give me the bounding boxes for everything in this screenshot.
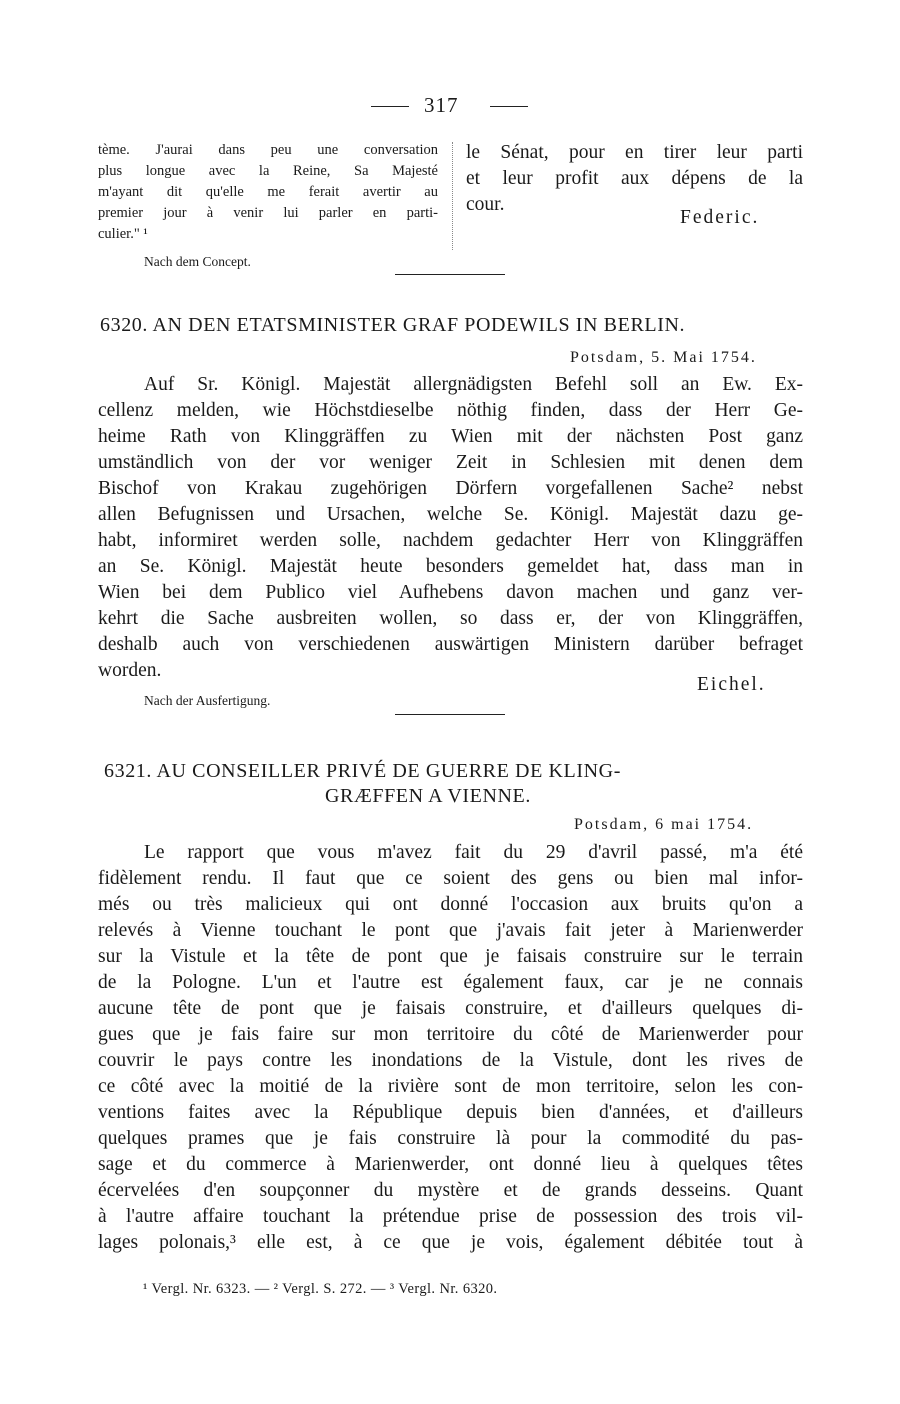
signature: Federic.	[680, 207, 760, 228]
section-divider	[395, 274, 505, 275]
right-column-line: et leur profit aux dépens de la	[466, 168, 803, 189]
left-column-line: m'ayant dit qu'elle me ferait avertir au	[98, 184, 438, 200]
body-line: heime Rath von Klinggräffen zu Wien mit der nächsten Post ganz	[98, 426, 803, 447]
column-divider	[452, 142, 453, 250]
body-line: deshalb auch von verschiedenen auswärtigen Ministern darüber befraget	[98, 634, 803, 655]
signature: Eichel.	[697, 674, 766, 695]
left-column-line: plus longue avec la Reine, Sa Majesté	[98, 163, 438, 179]
body-line: Bischof von Krakau zugehörigen Dörfern vorgefallenen Sache² nebst	[98, 478, 803, 499]
body-line: an Se. Königl. Majestät heute besonders gemeldet hat, dass man in	[98, 556, 803, 577]
body-line: à l'autre affaire touchant la prétendue prise de possession des trois vil-	[98, 1206, 803, 1227]
letter-heading: 6320. AN DEN ETATSMINISTER GRAF PODEWILS IN BERLIN.	[100, 314, 686, 336]
body-line: relevés à Vienne touchant le pont que j'avais fait jeter à Marienwerder	[98, 920, 803, 941]
source-note: Nach dem Concept.	[144, 254, 251, 269]
header-rule-left	[371, 106, 409, 107]
right-column-line: cour.	[466, 194, 505, 215]
section-divider	[395, 714, 505, 715]
left-column-line: tème. J'aurai dans peu une conversation	[98, 142, 438, 158]
body-line: Le rapport que vous m'avez fait du 29 d'avril passé, m'a été	[144, 842, 803, 863]
left-column-line: premier jour à venir lui parler en parti-	[98, 205, 438, 221]
body-line: Wien bei dem Publico viel Aufhebens davon machen und ganz ver-	[98, 582, 803, 603]
body-line: de la Pologne. L'un et l'autre est également faux, car je ne connais	[98, 972, 803, 993]
footnotes: ¹ Vergl. Nr. 6323. — ² Vergl. S. 272. — ³ Vergl. Nr. 6320.	[143, 1281, 498, 1297]
body-line: aucune tête de pont que je faisais construire, et d'ailleurs quelques di-	[98, 998, 803, 1019]
body-line: cellenz melden, wie Höchstdieselbe nöthig finden, dass der Herr Ge-	[98, 400, 803, 421]
body-line: sur la Vistule et la tête de pont que je faisais construire sur le terrain	[98, 946, 803, 967]
source-note: Nach der Ausfertigung.	[144, 693, 271, 708]
body-line: lages polonais,³ elle est, à ce que je vois, également débitée tout à	[98, 1232, 803, 1253]
body-line: Auf Sr. Königl. Majestät allergnädigsten Befehl soll an Ew. Ex-	[144, 374, 803, 395]
body-line: umständlich von der vor weniger Zeit in Schlesien mit denen dem	[98, 452, 803, 473]
page-number: 317	[424, 93, 459, 117]
body-line: ce côté avec la moitié de la rivière sont de mon territoire, selon les con-	[98, 1076, 803, 1097]
body-line: worden.	[98, 660, 162, 681]
left-column-line: culier." ¹	[98, 226, 148, 242]
body-line: habt, informiret werden solle, nachdem gedachter Herr von Klinggräffen	[98, 530, 803, 551]
letter-heading: 6321. AU CONSEILLER PRIVÉ DE GUERRE DE KLING-	[104, 760, 621, 782]
header-rule-right	[490, 106, 528, 107]
body-line: sage et du commerce à Marienwerder, ont donné lieu à quelques têtes	[98, 1154, 803, 1175]
body-line: couvrir le pays contre les inondations de la Vistule, dont les rives de	[98, 1050, 803, 1071]
letter-heading-continued: GRÆFFEN A VIENNE.	[325, 785, 531, 807]
body-line: écervelées d'en soupçonner du mystère et de grands desseins. Quant	[98, 1180, 803, 1201]
body-line: kehrt die Sache ausbreiten wollen, so dass er, der von Klinggräffen,	[98, 608, 803, 629]
body-line: més ou très malicieux qui ont donné l'occasion aux bruits qu'on a	[98, 894, 803, 915]
body-line: ventions faites avec la République depuis bien d'années, et d'ailleurs	[98, 1102, 803, 1123]
body-line: quelques prames que je fais construire là pour la commodité du pas-	[98, 1128, 803, 1149]
body-line: fidèlement rendu. Il faut que ce soient des gens ou bien mal infor-	[98, 868, 803, 889]
body-line: gues que je fais faire sur mon territoire du côté de Marienwerder pour	[98, 1024, 803, 1045]
right-column-line: le Sénat, pour en tirer leur parti	[466, 142, 803, 163]
place-date: Potsdam, 5. Mai 1754.	[570, 349, 757, 366]
place-date: Potsdam, 6 mai 1754.	[574, 816, 754, 833]
body-line: allen Befugnissen und Ursachen, welche Se. Königl. Majestät dazu ge-	[98, 504, 803, 525]
